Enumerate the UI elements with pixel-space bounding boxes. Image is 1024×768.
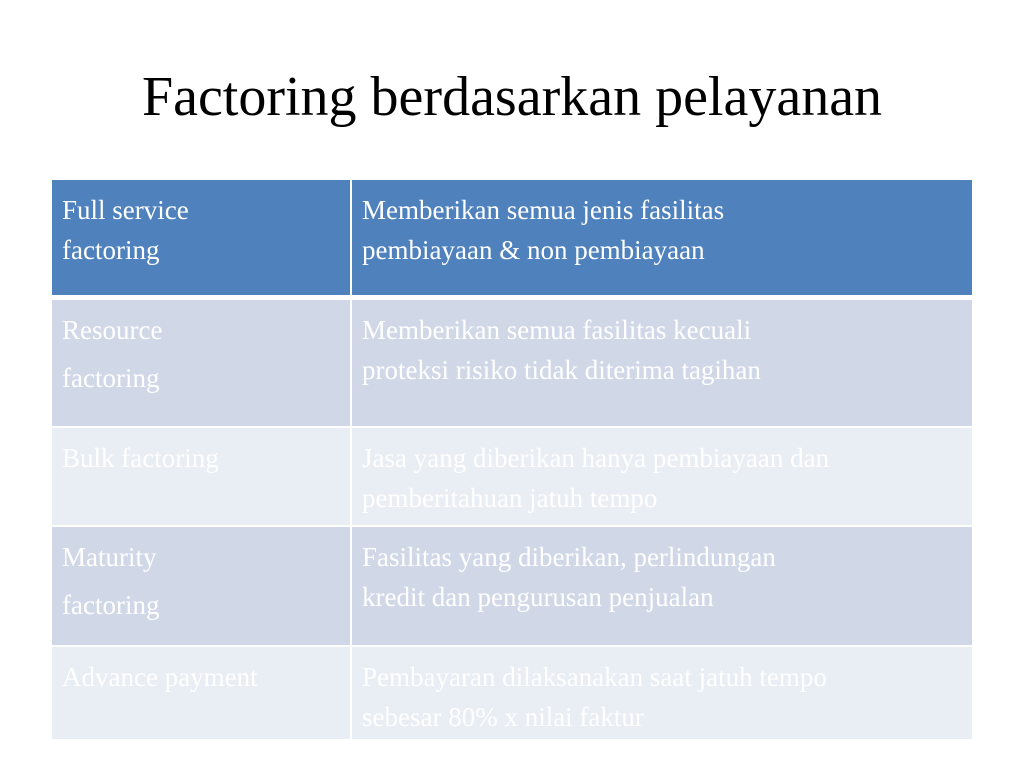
row-cell-description	[352, 647, 972, 739]
cell-line: Full service	[62, 195, 189, 225]
slide-title: Factoring berdasarkan pelayanan	[141, 66, 883, 128]
cell-line: Maturity	[62, 542, 157, 572]
cell-line: Pembayaran dilaksanakan saat jatuh tempo	[362, 662, 827, 692]
cell-line: factoring	[62, 363, 160, 393]
cell-line: Fasilitas yang diberikan, perlindungan	[362, 542, 776, 572]
header-cell-description	[352, 180, 972, 295]
service-table	[52, 180, 972, 739]
row-cell-type	[52, 527, 352, 645]
cell-line: proteksi risiko tidak diterima tagihan	[362, 355, 761, 385]
cell-line: Jasa yang diberikan hanya pembiayaan dan	[362, 443, 830, 473]
cell-line: Memberikan semua fasilitas kecuali	[362, 315, 752, 345]
cell-line: Resource	[62, 315, 163, 345]
row-cell-description	[352, 527, 972, 645]
cell-line: factoring	[62, 590, 160, 620]
table-header-row	[52, 180, 972, 298]
table-row	[52, 426, 972, 525]
cell-line: factoring	[62, 235, 160, 265]
cell-line: Bulk factoring	[62, 443, 219, 473]
row-cell-type	[52, 300, 352, 426]
row-cell-type	[52, 647, 352, 739]
cell-line: pembiayaan & non pembiayaan	[362, 235, 705, 265]
header-cell-type	[52, 180, 352, 295]
table-row	[52, 298, 972, 426]
table-row	[52, 525, 972, 645]
cell-line: Advance payment	[62, 662, 258, 692]
row-cell-description	[352, 428, 972, 525]
cell-line: sebesar 80% x nilai faktur	[362, 702, 644, 732]
row-cell-description	[352, 300, 972, 426]
cell-line: kredit dan pengurusan penjualan	[362, 582, 714, 612]
table-row	[52, 645, 972, 739]
row-cell-type	[52, 428, 352, 525]
cell-line: Memberikan semua jenis fasilitas	[362, 195, 725, 225]
cell-line: pemberitahuan jatuh tempo	[362, 483, 658, 513]
